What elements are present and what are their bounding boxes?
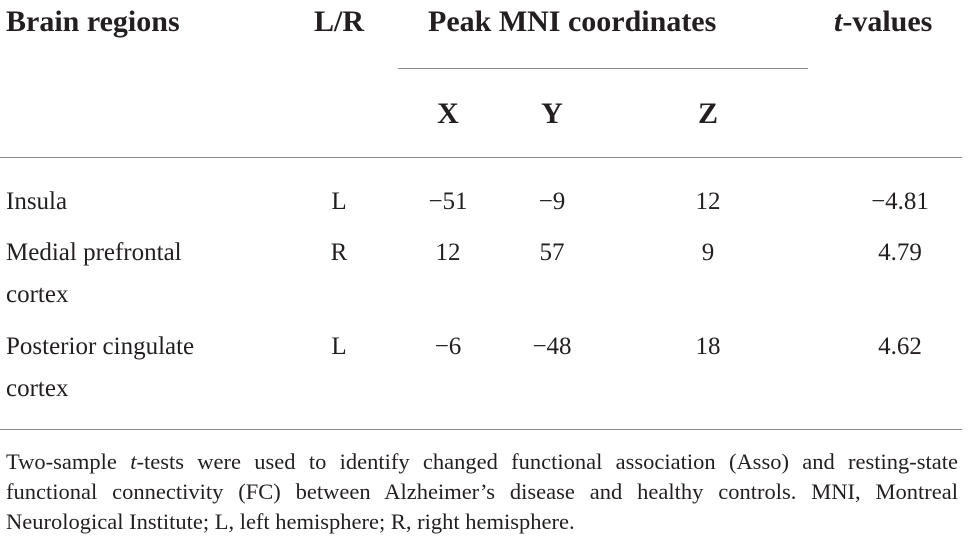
footnote-part1: Two-sample <box>6 449 131 474</box>
table-row-3-z: 18 <box>695 333 721 360</box>
table-footnote <box>6 447 958 537</box>
table-row-2-lr: R <box>330 239 348 266</box>
header-sub-rule <box>398 68 808 69</box>
table-row-2-z: 9 <box>701 239 715 266</box>
header-t-italic: t <box>834 5 843 38</box>
header-z: Z <box>697 97 718 130</box>
header-x: X <box>437 97 459 130</box>
table-row-2-region-cont: cortex <box>6 281 69 308</box>
table-bottom-rule <box>0 429 962 430</box>
header-bottom-rule <box>0 157 962 158</box>
header-brain-regions: Brain regions <box>6 5 180 38</box>
table-row-2-x: 12 <box>435 239 461 266</box>
header-y: Y <box>541 97 563 130</box>
table-row-3-t: 4.62 <box>878 333 922 360</box>
header-t-rest: -values <box>842 5 933 38</box>
table-row-3-region-cont: cortex <box>6 375 69 402</box>
header-t-values <box>834 4 932 40</box>
footnote-part2: -tests were used to identify changed functional association (Asso) and resting-state functional connectivity (FC) between Alzheimer’s disease and healthy controls. MNI, Montreal Neurological Institute; L, left hemisphere; R, right hemisphere. <box>6 449 958 534</box>
table-row-2-t: 4.79 <box>878 239 922 266</box>
table-row-1-x: −51 <box>428 188 468 215</box>
footnote-italic-t: t <box>130 449 137 474</box>
table-row-1-y: −9 <box>538 188 566 215</box>
header-lr: L/R <box>313 5 364 38</box>
table-row-1-region: Insula <box>6 188 68 215</box>
table-row-1-lr: L <box>331 188 347 215</box>
table-row-3-lr: L <box>331 333 347 360</box>
table-row-2-y: 57 <box>539 239 565 266</box>
table-row-1-t: −4.81 <box>871 188 929 215</box>
table-row-2-region: Medial prefrontal <box>6 239 182 266</box>
table-row-3-y: −48 <box>532 333 572 360</box>
header-peak-mni: Peak MNI coordinates <box>428 5 717 38</box>
table-row-1-z: 12 <box>695 188 721 215</box>
table-row-3-x: −6 <box>434 333 462 360</box>
table-row-3-region: Posterior cingulate <box>6 333 195 360</box>
